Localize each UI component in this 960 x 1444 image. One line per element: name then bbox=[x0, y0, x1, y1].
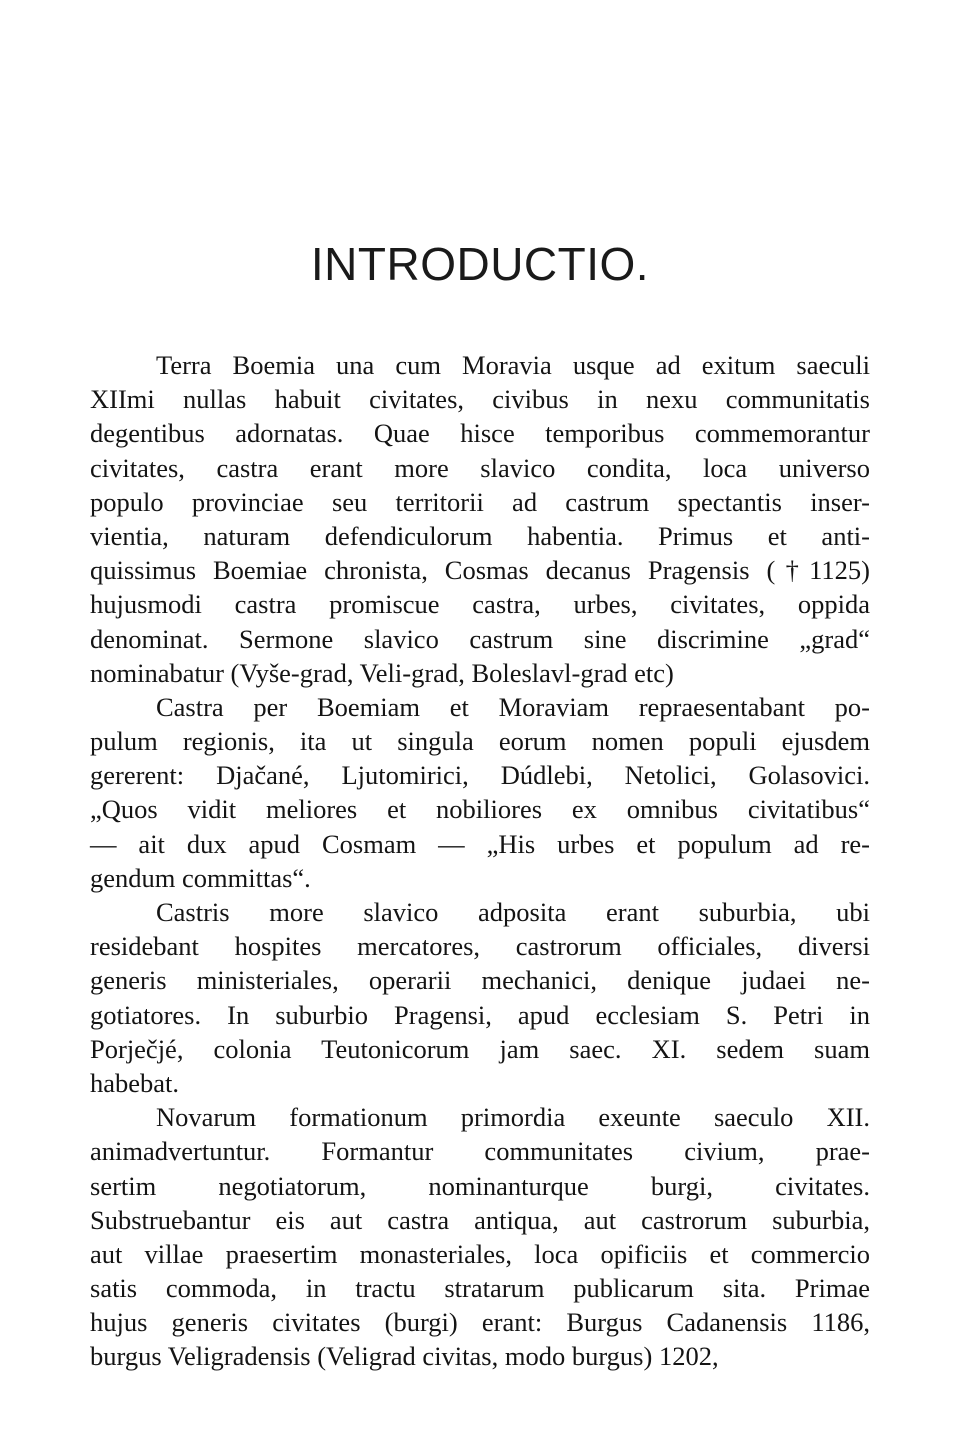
text-line: hujusmodi castra promiscue castra, urbes, civitates, oppida bbox=[90, 589, 870, 620]
text-line: quissimus Boemiae chronista, Cosmas decanus Pragensis (†1125) bbox=[90, 555, 870, 586]
text-line: civitates, castra erant more slavico condita, loca universo bbox=[90, 452, 870, 483]
text-line: satis commoda, in tractu stratarum publicarum sita. Primae bbox=[90, 1273, 870, 1304]
paragraph bbox=[90, 348, 870, 690]
text-line: „Quos vidit meliores et nobiliores ex omnibus civitatibus“ bbox=[90, 794, 870, 825]
page-title: INTRODUCTIO. bbox=[310, 238, 650, 290]
body-text bbox=[90, 348, 870, 1374]
text-line: nominabatur (Vyše-grad, Veli-grad, Boleslavl-grad etc) bbox=[90, 657, 674, 688]
text-line: aut villae praesertim monasteriales, loca opificiis et commercio bbox=[90, 1238, 870, 1269]
text-line: pulum regionis, ita ut singula eorum nomen populi ejusdem bbox=[90, 726, 870, 757]
text-line: Castris more slavico adposita erant suburbia, ubi bbox=[156, 897, 870, 927]
text-line: gotiatores. In suburbio Pragensi, apud ecclesiam S. Petri in bbox=[90, 999, 870, 1030]
text-line: Novarum formationum primordia exeunte saeculo XII. bbox=[156, 1102, 870, 1133]
text-line: animadvertuntur. Formantur communitates civium, prae- bbox=[90, 1136, 870, 1167]
page bbox=[90, 236, 870, 1374]
text-line: Castra per Boemiam et Moraviam repraesentabant po- bbox=[156, 691, 870, 722]
paragraph bbox=[90, 690, 870, 895]
paragraph bbox=[90, 895, 870, 1100]
text-line: burgus Veligradensis (Veligrad civitas, modo burgus) 1202, bbox=[90, 1341, 719, 1372]
text-line: denominat. Sermone slavico castrum sine discrimine „grad“ bbox=[90, 623, 870, 654]
text-line: populo provinciae seu territorii ad castrum spectantis inser- bbox=[90, 486, 870, 517]
text-line: vientia, naturam defendiculorum habentia. Primus et anti- bbox=[90, 520, 870, 551]
text-line: Terra Boemia una cum Moravia usque ad exitum saeculi bbox=[156, 350, 870, 380]
text-line: degentibus adornatas. Quae hisce temporibus commemorantur bbox=[90, 418, 870, 449]
text-line: XIImi nullas habuit civitates, civibus in nexu communitatis bbox=[90, 384, 870, 415]
text-line: hujus generis civitates (burgi) erant: Burgus Cadanensis 1186, bbox=[90, 1307, 870, 1338]
text-line: residebant hospites mercatores, castrorum officiales, diversi bbox=[90, 931, 870, 962]
text-line: gendum committas“. bbox=[90, 862, 311, 893]
text-line: sertim negotiatorum, nominanturque burgi, civitates. bbox=[90, 1170, 870, 1201]
text-line: generis ministeriales, operarii mechanici, denique judaei ne- bbox=[90, 965, 870, 996]
text-line: habebat. bbox=[90, 1067, 180, 1098]
text-line: — ait dux apud Cosmam — „His urbes et populum ad re- bbox=[90, 828, 870, 859]
paragraph bbox=[90, 1100, 870, 1374]
text-line: gererent: Djačané, Ljutomirici, Dúdlebi, Netolici, Golasovici. bbox=[90, 760, 870, 791]
text-line: Porječjé, colonia Teutonicorum jam saec. XI. sedem suam bbox=[90, 1033, 870, 1064]
text-line: Substruebantur eis aut castra antiqua, aut castrorum suburbia, bbox=[90, 1204, 870, 1235]
